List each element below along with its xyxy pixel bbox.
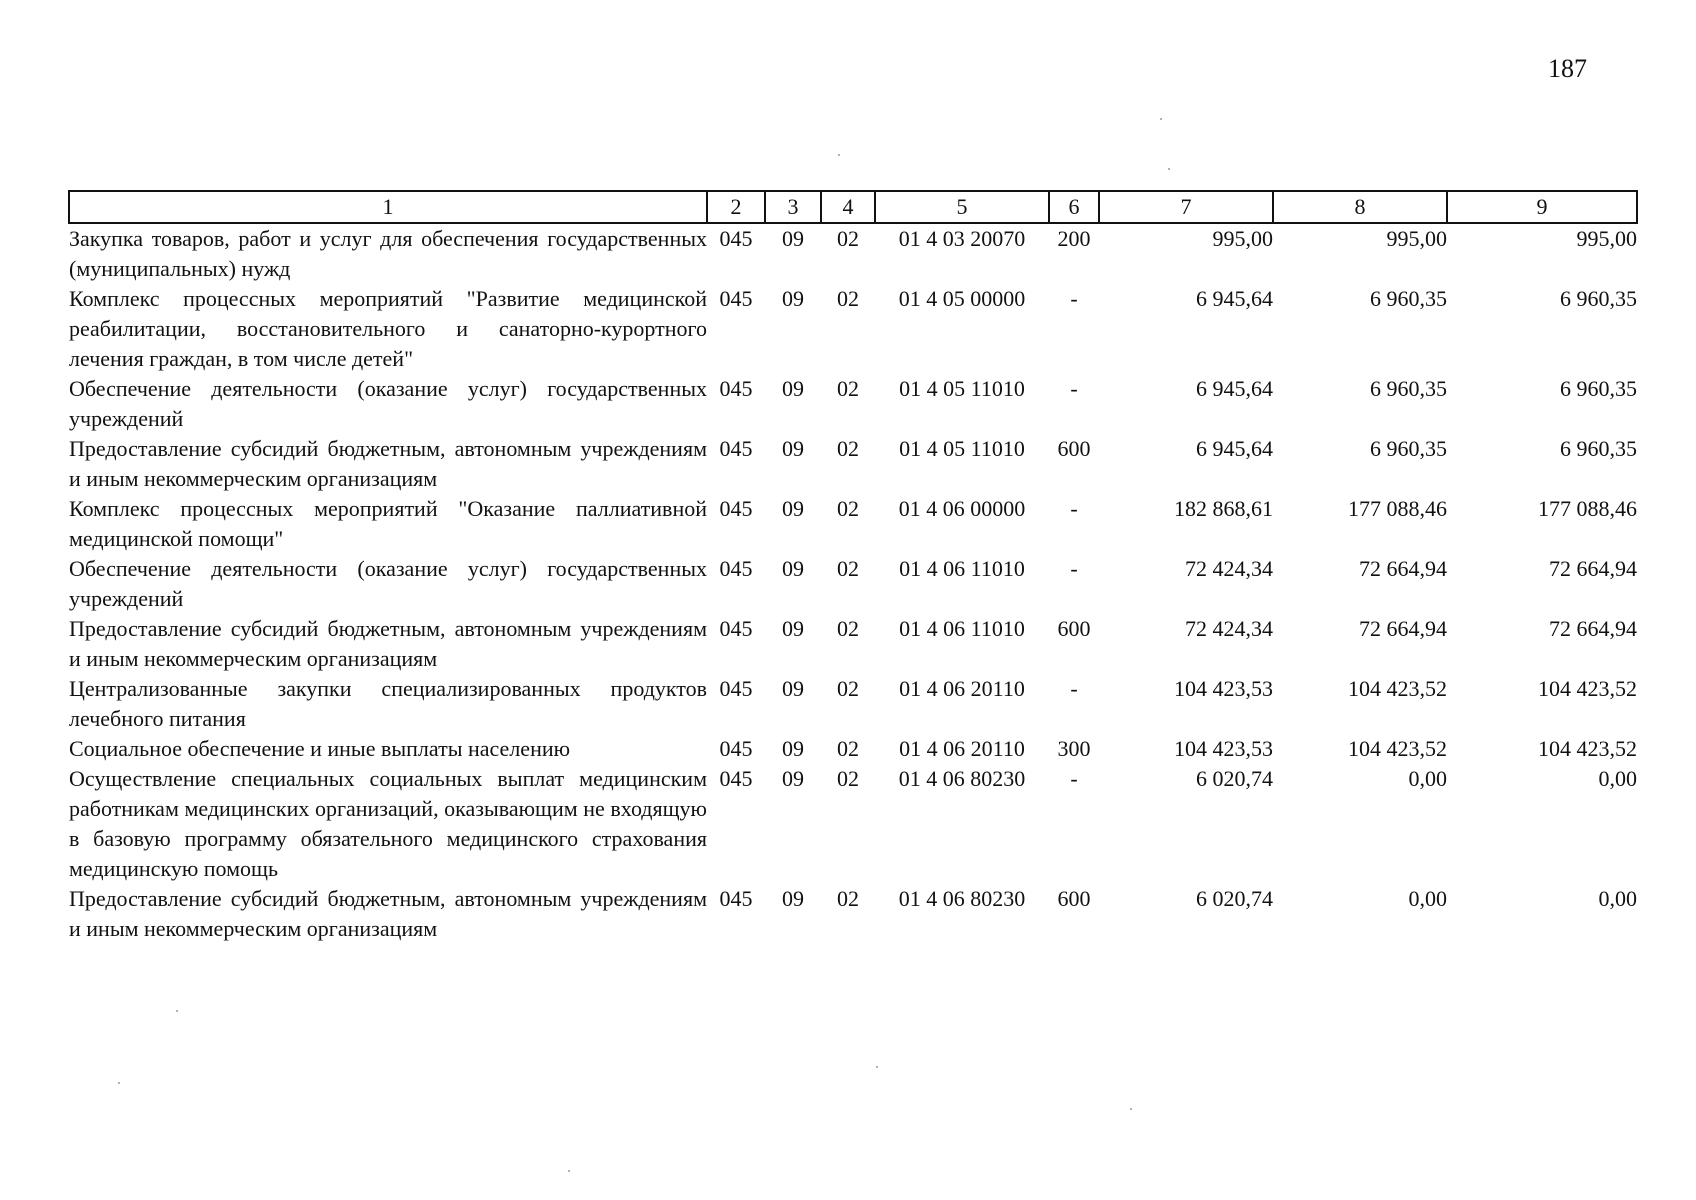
ministry-code: 045 bbox=[719, 886, 753, 911]
row-name: Обеспечение деятельности (оказание услуг) государственных учреждений bbox=[69, 556, 707, 611]
target-article-code: 01 4 06 00000 bbox=[898, 496, 1026, 521]
row-name: Предоставление субсидий бюджетным, автономным учреждениям и иным некоммерческим организациям bbox=[69, 436, 707, 491]
table-row bbox=[69, 374, 1637, 434]
expense-type-code: - bbox=[1070, 286, 1078, 311]
ministry-code: 045 bbox=[719, 376, 753, 401]
amount-col-7: 72 424,34 bbox=[1185, 556, 1273, 581]
header-col-4: 4 bbox=[821, 191, 875, 223]
header-col-2: 2 bbox=[707, 191, 765, 223]
scan-speck bbox=[1168, 168, 1170, 170]
amount-col-9: 6 960,35 bbox=[1560, 286, 1637, 311]
row-name: Централизованные закупки специализированных продуктов лечебного питания bbox=[69, 676, 707, 731]
amount-col-7: 6 945,64 bbox=[1196, 286, 1273, 311]
ministry-code: 045 bbox=[719, 766, 753, 791]
budget-table bbox=[68, 190, 1638, 944]
section-code: 09 bbox=[782, 556, 804, 581]
amount-col-7: 6 945,64 bbox=[1196, 436, 1273, 461]
expense-type-code: 600 bbox=[1057, 886, 1091, 911]
amount-col-9: 6 960,35 bbox=[1560, 436, 1637, 461]
row-name: Комплекс процессных мероприятий "Оказание паллиативной медицинской помощи" bbox=[69, 496, 707, 551]
scan-speck bbox=[118, 1082, 120, 1084]
subsection-code: 02 bbox=[837, 496, 859, 521]
subsection-code: 02 bbox=[837, 886, 859, 911]
expense-type-code: - bbox=[1070, 556, 1078, 581]
expense-type-code: - bbox=[1070, 676, 1078, 701]
subsection-code: 02 bbox=[837, 736, 859, 761]
subsection-code: 02 bbox=[837, 766, 859, 791]
target-article-code: 01 4 06 80230 bbox=[898, 886, 1026, 911]
amount-col-7: 995,00 bbox=[1212, 226, 1273, 251]
section-code: 09 bbox=[782, 886, 804, 911]
table-row bbox=[69, 284, 1637, 374]
ministry-code: 045 bbox=[719, 556, 753, 581]
table-row bbox=[69, 554, 1637, 614]
scan-speck bbox=[838, 154, 840, 156]
amount-col-7: 72 424,34 bbox=[1185, 616, 1273, 641]
amount-col-7: 6 020,74 bbox=[1196, 886, 1273, 911]
ministry-code: 045 bbox=[719, 736, 753, 761]
table-row bbox=[69, 223, 1637, 284]
subsection-code: 02 bbox=[837, 556, 859, 581]
amount-col-8: 0,00 bbox=[1408, 766, 1447, 791]
expense-type-code: - bbox=[1070, 376, 1078, 401]
target-article-code: 01 4 05 00000 bbox=[898, 286, 1026, 311]
header-col-9: 9 bbox=[1447, 191, 1637, 223]
table-row bbox=[69, 674, 1637, 734]
section-code: 09 bbox=[782, 676, 804, 701]
section-code: 09 bbox=[782, 616, 804, 641]
section-code: 09 bbox=[782, 766, 804, 791]
header-col-7: 7 bbox=[1099, 191, 1273, 223]
section-code: 09 bbox=[782, 286, 804, 311]
table-row bbox=[69, 884, 1637, 944]
amount-col-9: 104 423,52 bbox=[1538, 736, 1637, 761]
header-col-1: 1 bbox=[69, 191, 707, 223]
row-name: Комплекс процессных мероприятий "Развитие медицинской реабилитации, восстановительного и санаторно-курортного лечения граждан, в том числе детей" bbox=[69, 286, 707, 371]
amount-col-8: 177 088,46 bbox=[1348, 496, 1447, 521]
section-code: 09 bbox=[782, 496, 804, 521]
row-name: Обеспечение деятельности (оказание услуг) государственных учреждений bbox=[69, 376, 707, 431]
scan-speck bbox=[568, 1170, 570, 1172]
amount-col-9: 104 423,52 bbox=[1538, 676, 1637, 701]
expense-type-code: - bbox=[1070, 496, 1078, 521]
section-code: 09 bbox=[782, 436, 804, 461]
section-code: 09 bbox=[782, 736, 804, 761]
table-row bbox=[69, 764, 1637, 884]
row-name: Закупка товаров, работ и услуг для обеспечения государственных (муниципальных) нужд bbox=[69, 226, 707, 281]
scan-speck bbox=[176, 1010, 178, 1012]
header-col-3: 3 bbox=[765, 191, 821, 223]
row-name: Предоставление субсидий бюджетным, автономным учреждениям и иным некоммерческим организациям bbox=[69, 886, 707, 941]
scan-speck bbox=[876, 1066, 878, 1068]
amount-col-8: 6 960,35 bbox=[1370, 286, 1447, 311]
scan-speck bbox=[1130, 1108, 1132, 1110]
amount-col-9: 6 960,35 bbox=[1560, 376, 1637, 401]
amount-col-8: 0,00 bbox=[1408, 886, 1447, 911]
expense-type-code: 600 bbox=[1057, 616, 1091, 641]
ministry-code: 045 bbox=[719, 436, 753, 461]
section-code: 09 bbox=[782, 376, 804, 401]
target-article-code: 01 4 05 11010 bbox=[899, 376, 1025, 401]
target-article-code: 01 4 05 11010 bbox=[899, 436, 1025, 461]
amount-col-7: 104 423,53 bbox=[1174, 676, 1273, 701]
table-row bbox=[69, 434, 1637, 494]
amount-col-8: 72 664,94 bbox=[1359, 616, 1447, 641]
table-row bbox=[69, 614, 1637, 674]
row-name: Осуществление специальных социальных выплат медицинским работникам медицинских организаций, оказывающим не входящую в базовую программу обязательного медицинского страхования медицинскую помощь bbox=[69, 766, 707, 881]
amount-col-8: 104 423,52 bbox=[1348, 676, 1447, 701]
target-article-code: 01 4 06 20110 bbox=[899, 676, 1025, 701]
ministry-code: 045 bbox=[719, 676, 753, 701]
header-col-6: 6 bbox=[1049, 191, 1099, 223]
amount-col-8: 72 664,94 bbox=[1359, 556, 1447, 581]
subsection-code: 02 bbox=[837, 376, 859, 401]
section-code: 09 bbox=[782, 226, 804, 251]
amount-col-9: 72 664,94 bbox=[1549, 616, 1637, 641]
expense-type-code: 300 bbox=[1057, 736, 1091, 761]
amount-col-9: 177 088,46 bbox=[1538, 496, 1637, 521]
expense-type-code: 200 bbox=[1057, 226, 1091, 251]
ministry-code: 045 bbox=[719, 226, 753, 251]
amount-col-8: 104 423,52 bbox=[1348, 736, 1447, 761]
ministry-code: 045 bbox=[719, 496, 753, 521]
amount-col-9: 0,00 bbox=[1598, 886, 1637, 911]
subsection-code: 02 bbox=[837, 226, 859, 251]
target-article-code: 01 4 06 20110 bbox=[899, 736, 1025, 761]
target-article-code: 01 4 03 20070 bbox=[898, 226, 1026, 251]
ministry-code: 045 bbox=[719, 286, 753, 311]
table-row bbox=[69, 494, 1637, 554]
page-number: 187 bbox=[1548, 54, 1587, 83]
target-article-code: 01 4 06 80230 bbox=[898, 766, 1026, 791]
header-col-8: 8 bbox=[1273, 191, 1447, 223]
target-article-code: 01 4 06 11010 bbox=[899, 616, 1025, 641]
amount-col-9: 72 664,94 bbox=[1549, 556, 1637, 581]
expense-type-code: 600 bbox=[1057, 436, 1091, 461]
subsection-code: 02 bbox=[837, 616, 859, 641]
subsection-code: 02 bbox=[837, 436, 859, 461]
header-col-5: 5 bbox=[875, 191, 1049, 223]
amount-col-8: 6 960,35 bbox=[1370, 376, 1447, 401]
amount-col-8: 995,00 bbox=[1386, 226, 1447, 251]
amount-col-8: 6 960,35 bbox=[1370, 436, 1447, 461]
row-name: Предоставление субсидий бюджетным, автономным учреждениям и иным некоммерческим организациям bbox=[69, 616, 707, 671]
table-row bbox=[69, 734, 1637, 764]
target-article-code: 01 4 06 11010 bbox=[899, 556, 1025, 581]
header-row bbox=[69, 191, 1637, 223]
subsection-code: 02 bbox=[837, 676, 859, 701]
amount-col-7: 6 020,74 bbox=[1196, 766, 1273, 791]
amount-col-7: 182 868,61 bbox=[1174, 496, 1273, 521]
ministry-code: 045 bbox=[719, 616, 753, 641]
row-name: Социальное обеспечение и иные выплаты населению bbox=[69, 736, 571, 761]
amount-col-7: 104 423,53 bbox=[1174, 736, 1273, 761]
expense-type-code: - bbox=[1070, 766, 1078, 791]
subsection-code: 02 bbox=[837, 286, 859, 311]
amount-col-7: 6 945,64 bbox=[1196, 376, 1273, 401]
scan-speck bbox=[1160, 118, 1162, 120]
amount-col-9: 0,00 bbox=[1598, 766, 1637, 791]
amount-col-9: 995,00 bbox=[1576, 226, 1637, 251]
